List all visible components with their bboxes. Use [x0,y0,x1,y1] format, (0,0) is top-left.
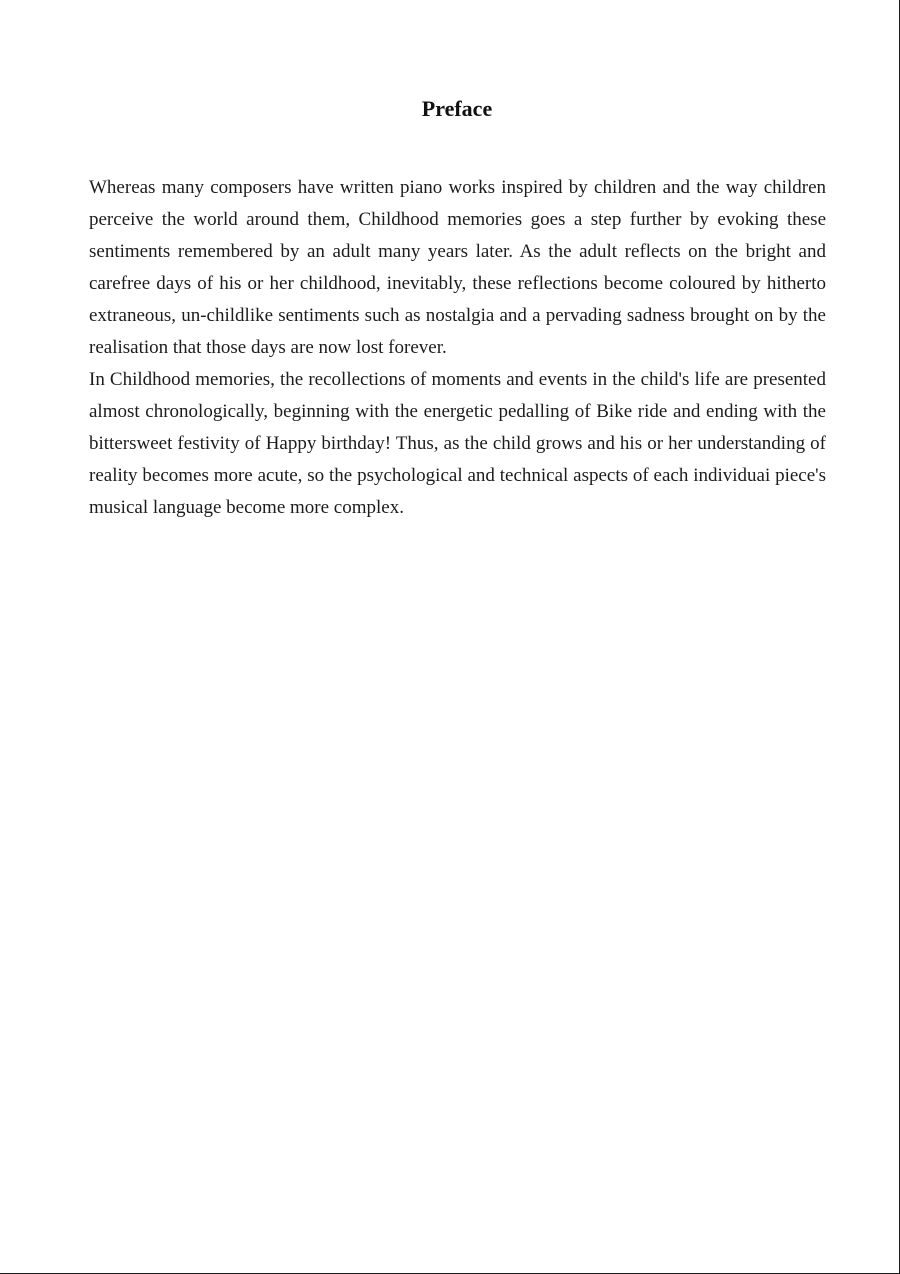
page-title: Preface [421,96,493,121]
paragraph-1: Whereas many composers have written piano works inspired by children and the way children perceive the world around them, Childhood memories goes a step further by evoking these sentiments remembered by an adult many years later. As the adult reflects on the bright and carefree days of his or her childhood, inevitably, these reflections become coloured by hitherto extraneous, un-childlike sentiments such as nostalgia and a pervading sadness brought on by the realisation that those days are now lost forever. [89,177,826,358]
preface-body [89,172,826,524]
paragraph-2: In Childhood memories, the recollections of moments and events in the child's life are presented almost chronologically, beginning with the energetic pedalling of Bike ride and ending with the bittersweet festivity of Happy birthday! Thus, as the child grows and his or her understanding of reality becomes more acute, so the psychological and technical aspects of each individuai piece's musical language become more complex. [89,369,826,518]
